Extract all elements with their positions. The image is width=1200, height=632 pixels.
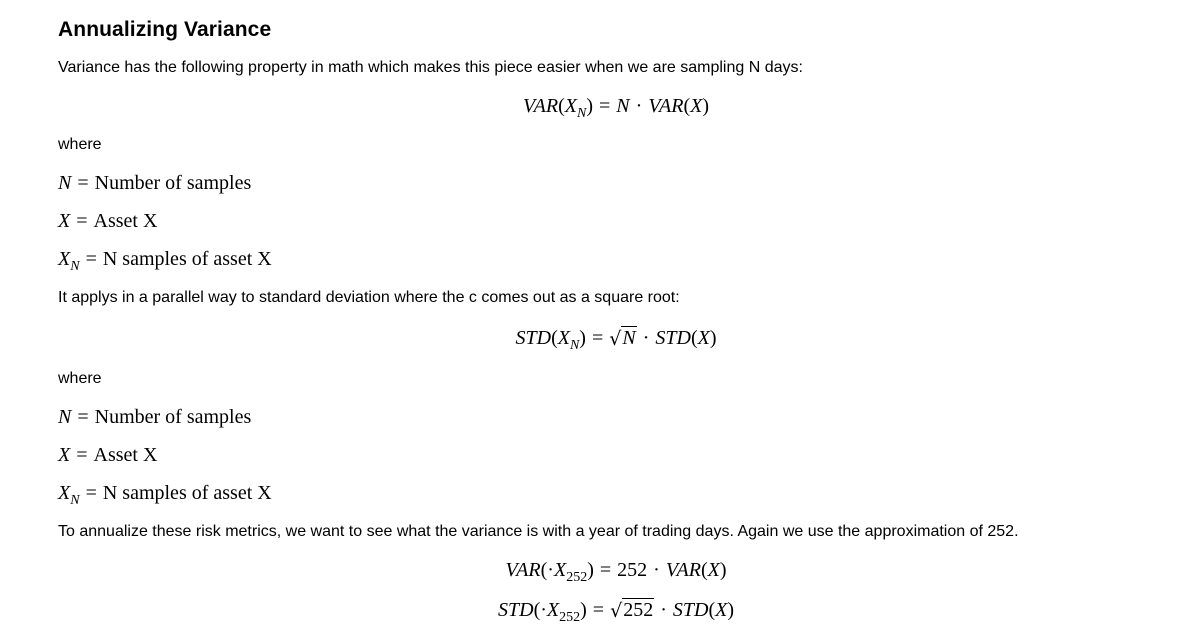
definition-symbol: X: [58, 444, 71, 466]
definition-row: [58, 172, 251, 195]
std-equation: [0, 327, 1200, 353]
annual-std-equation: [0, 599, 1200, 625]
factor: N: [616, 95, 630, 117]
definition-symbol: N: [58, 406, 72, 428]
variance-equation: [0, 95, 1200, 121]
definition-row: [58, 406, 251, 429]
definition-text: N samples of asset X: [102, 248, 272, 270]
radicand: 252: [623, 599, 654, 621]
definition-text: N samples of asset X: [102, 482, 272, 504]
equals-sign: =: [77, 172, 89, 194]
definition-subscript: N: [70, 493, 80, 508]
square-root: [610, 599, 654, 622]
radical-sign-icon: √: [610, 600, 623, 622]
where-label: where: [58, 136, 102, 153]
definition-symbol: X: [58, 210, 71, 232]
equals-sign: =: [76, 210, 88, 232]
lhs-function: VAR: [522, 95, 559, 117]
rhs-arg: X: [707, 559, 720, 581]
equals-sign: =: [85, 248, 97, 270]
lhs-arg: X: [553, 559, 567, 581]
annualize-paragraph: To annualize these risk metrics, we want to see what the variance is with a year of trading days. Again we use the approximation of 252.: [58, 523, 1019, 540]
lhs-subscript: 252: [559, 610, 581, 625]
rhs-function: VAR: [648, 95, 684, 117]
equals-sign: =: [85, 482, 97, 504]
rhs-arg: X: [690, 95, 703, 117]
open-paren: (: [533, 599, 541, 621]
lhs-arg: X: [564, 95, 577, 117]
multiply-dot: ·: [653, 559, 660, 581]
lhs-subscript: 252: [566, 570, 588, 585]
lhs-function: STD: [515, 327, 552, 349]
definition-text: Asset X: [93, 444, 158, 466]
open-paren: (: [700, 559, 708, 581]
definition-subscript: N: [70, 259, 80, 274]
rhs-arg: X: [697, 327, 710, 349]
equals-sign: =: [76, 444, 88, 466]
open-paren: (: [551, 327, 558, 349]
definition-text: Asset X: [93, 210, 158, 232]
definition-row: [58, 248, 272, 274]
close-paren: ): [727, 599, 734, 621]
rhs-function: VAR: [665, 559, 701, 581]
definition-row: [58, 444, 157, 467]
open-paren: (: [683, 95, 691, 117]
open-paren: (: [558, 95, 565, 117]
close-paren: ): [709, 327, 717, 349]
close-paren: ): [586, 95, 594, 117]
close-paren: ): [587, 559, 594, 581]
factor: 252: [617, 559, 648, 581]
open-paren: (: [690, 327, 698, 349]
definition-row: [58, 482, 272, 508]
definition-symbol: X: [58, 248, 71, 270]
lhs-dot: ·: [540, 599, 547, 621]
close-paren: ): [580, 599, 587, 621]
definition-row: [58, 210, 157, 233]
lhs-function: VAR: [505, 559, 541, 581]
square-root: [609, 327, 636, 350]
radical-sign-icon: √: [609, 328, 622, 350]
open-paren: (: [708, 599, 716, 621]
lhs-subscript: N: [577, 106, 587, 121]
std-paragraph: It applys in a parallel way to standard deviation where the c comes out as a square root:: [58, 289, 680, 306]
radicand: N: [622, 327, 636, 349]
multiply-dot: ·: [635, 95, 643, 117]
annual-variance-equation: [0, 559, 1200, 585]
rhs-function: STD: [672, 599, 709, 621]
intro-paragraph: Variance has the following property in math which makes this piece easier when we are sampling N days:: [58, 59, 803, 76]
multiply-dot: ·: [660, 599, 667, 621]
rhs-arg: X: [715, 599, 728, 621]
definition-text: Number of samples: [94, 406, 252, 428]
rhs-function: STD: [655, 327, 691, 349]
page-title: Annualizing Variance: [58, 18, 272, 41]
close-paren: ): [579, 327, 586, 349]
multiply-dot: ·: [642, 327, 650, 349]
lhs-arg: X: [546, 599, 560, 621]
open-paren: (: [540, 559, 548, 581]
close-paren: ): [719, 559, 727, 581]
lhs-subscript: N: [569, 338, 580, 353]
definition-text: Number of samples: [94, 172, 252, 194]
definition-symbol: X: [58, 482, 71, 504]
lhs-dot: ·: [547, 559, 554, 581]
lhs-function: STD: [497, 599, 534, 621]
equals-sign: =: [599, 559, 612, 581]
close-paren: ): [702, 95, 710, 117]
where-label: where: [58, 370, 102, 387]
equals-sign: =: [77, 406, 89, 428]
equals-sign: =: [592, 599, 605, 621]
lhs-arg: X: [557, 327, 570, 349]
definition-symbol: N: [58, 172, 72, 194]
equals-sign: =: [591, 327, 604, 349]
equals-sign: =: [599, 95, 611, 117]
